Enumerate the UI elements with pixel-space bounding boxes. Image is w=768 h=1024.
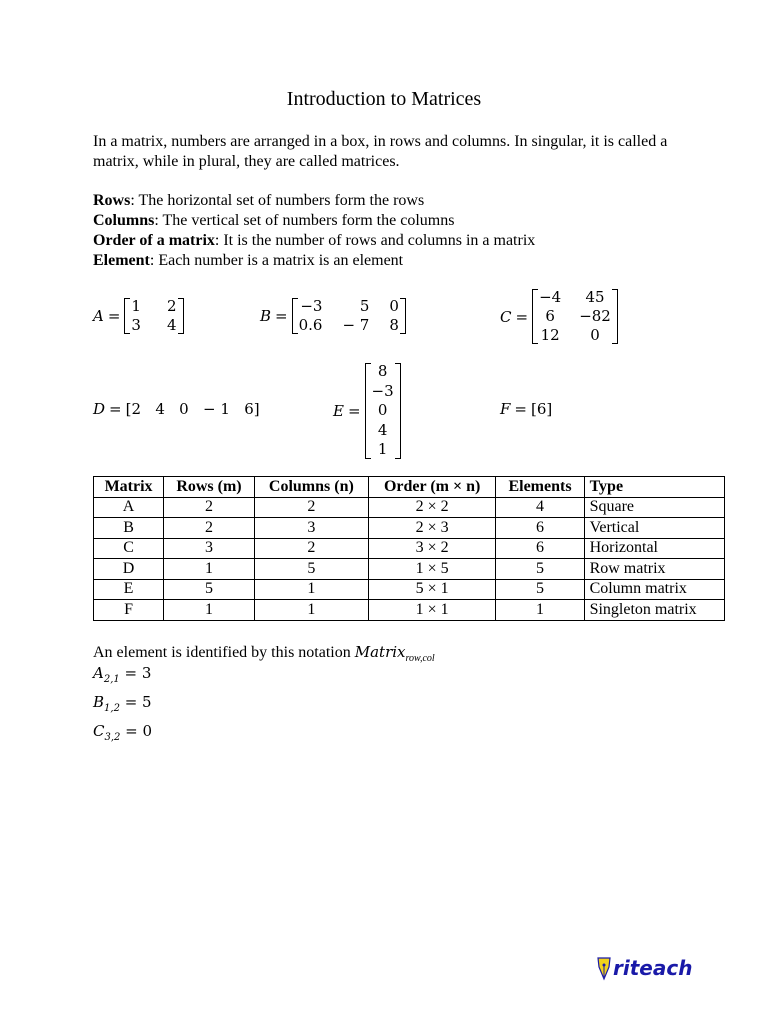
table-cell: 5 × 1	[368, 579, 496, 600]
table-cell: 6	[496, 538, 584, 559]
example-base: A	[93, 664, 104, 682]
matrix-cell: 2	[166, 297, 177, 315]
table-cell: E	[94, 579, 164, 600]
matrix-cell: 8	[389, 316, 399, 334]
matrix-b	[292, 297, 406, 335]
table-cell: Singleton matrix	[584, 600, 724, 621]
example-line	[93, 720, 152, 749]
table-cell: 3	[164, 538, 255, 559]
matrix-f-equation	[500, 400, 552, 418]
definition-text: : It is the number of rows and columns in a matrix	[214, 232, 536, 249]
definition-text: : The horizontal set of numbers form the rows	[130, 192, 425, 209]
table-cell: 1	[164, 559, 255, 580]
matrix-cell: 0	[389, 297, 399, 315]
table-cell: Vertical	[584, 518, 724, 539]
column-header: Type	[584, 477, 724, 498]
column-header: Order (m × n)	[368, 477, 496, 498]
matrix-label: D	[93, 400, 106, 418]
brand-logo	[596, 955, 692, 981]
equals-sign: =	[107, 307, 121, 325]
table-cell: 2	[254, 538, 368, 559]
table-cell: F	[94, 600, 164, 621]
table-row	[94, 497, 725, 518]
table-cell: B	[94, 518, 164, 539]
equals-sign: =	[514, 400, 527, 418]
table-cell: Column matrix	[584, 579, 724, 600]
table-cell: C	[94, 538, 164, 559]
table-cell: 4	[496, 497, 584, 518]
column-header: Columns (n)	[254, 477, 368, 498]
matrix-cell: 45	[585, 288, 605, 306]
table-cell: 2 × 2	[368, 497, 496, 518]
table-cell: 2 × 3	[368, 518, 496, 539]
equals-sign: =	[275, 307, 288, 325]
example-line	[93, 662, 152, 691]
matrix-a	[124, 297, 183, 335]
singleton-content: 6	[536, 400, 547, 418]
element-examples	[93, 662, 152, 749]
table-row	[94, 559, 725, 580]
table-row	[94, 538, 725, 559]
matrix-cell: 0.6	[298, 316, 323, 334]
table-cell: 6	[496, 518, 584, 539]
table-row	[94, 600, 725, 621]
matrix-cell: −3	[300, 297, 323, 315]
matrix-cell: −4	[539, 288, 562, 306]
table-cell: 5	[496, 559, 584, 580]
table-cell: 1	[496, 600, 584, 621]
definition-element	[93, 251, 713, 271]
example-subscript: 3,2	[104, 732, 121, 743]
table-cell: 1	[254, 579, 368, 600]
matrix-cell: 5	[359, 297, 370, 315]
table-cell: 1 × 1	[368, 600, 496, 621]
equals-sign: =	[109, 400, 122, 418]
matrix-cell: 4	[166, 316, 177, 334]
matrix-cell: 0	[377, 401, 388, 419]
column-header: Matrix	[94, 477, 164, 498]
bracket-close: ]	[546, 400, 553, 418]
page-title: Introduction to Matrices	[286, 88, 482, 110]
pen-nib-icon	[596, 955, 612, 981]
table-cell: 1 × 5	[368, 559, 496, 580]
definition-order	[93, 231, 713, 251]
matrix-d-equation	[93, 400, 260, 418]
table-cell: 1	[164, 600, 255, 621]
matrix-a-equation	[93, 297, 184, 335]
matrix-label: B	[260, 307, 272, 325]
definition-term: Columns	[93, 212, 155, 229]
table-cell: 1	[254, 600, 368, 621]
table-row	[94, 518, 725, 539]
table-cell: 2	[164, 518, 255, 539]
example-subscript: 1,2	[104, 703, 120, 714]
example-base: B	[93, 693, 105, 711]
matrix-cell: 4	[377, 420, 388, 439]
matrix-cell: 8	[377, 362, 388, 380]
matrix-label: E	[333, 401, 344, 420]
example-value: = 3	[124, 664, 152, 682]
matrix-e	[365, 362, 401, 460]
notation-text: An element is identified by this notation	[93, 644, 355, 661]
table-cell: Square	[584, 497, 724, 518]
matrix-cell: 0	[590, 326, 600, 344]
matrix-cell: 1	[131, 297, 141, 315]
matrix-label: A	[93, 307, 104, 325]
example-value: = 5	[124, 693, 152, 711]
table-header-row	[94, 477, 725, 498]
matrix-label: C	[500, 307, 512, 326]
matrix-b-equation	[260, 297, 406, 335]
table-row	[94, 579, 725, 600]
intro-paragraph: In a matrix, numbers are arranged in a box, in rows and columns. In singular, it is called a matrix, while in plural, they are called matrices.	[93, 133, 668, 170]
definitions-list	[93, 191, 713, 271]
notation-base: Matrix	[354, 643, 406, 661]
example-base: C	[93, 722, 105, 740]
table-cell: 3	[254, 518, 368, 539]
matrix-cell: −82	[579, 307, 611, 325]
example-line	[93, 691, 152, 720]
definition-rows	[93, 191, 713, 211]
brand-name: riteach	[613, 956, 693, 980]
matrix-cell: 3	[131, 316, 141, 334]
table-cell: 3 × 2	[368, 538, 496, 559]
table-cell: Row matrix	[584, 559, 724, 580]
matrix-label: F	[500, 400, 511, 418]
matrix-c	[532, 288, 618, 345]
table-cell: 2	[254, 497, 368, 518]
matrix-cell: 12	[540, 326, 560, 344]
column-header: Elements	[496, 477, 584, 498]
table-cell: 5	[496, 579, 584, 600]
notation-subscript: row,col	[405, 653, 435, 665]
table-cell: 5	[164, 579, 255, 600]
table-cell: Horizontal	[584, 538, 724, 559]
matrix-c-equation	[500, 288, 618, 345]
definition-text: : The vertical set of numbers form the columns	[154, 212, 455, 229]
definition-term: Order of a matrix	[93, 232, 215, 249]
column-header: Rows (m)	[164, 477, 255, 498]
matrix-cell: 1	[377, 440, 388, 458]
equals-sign: =	[347, 401, 361, 420]
table-cell: 2	[164, 497, 255, 518]
matrix-cell: − 7	[342, 316, 370, 334]
example-value: = 0	[125, 722, 153, 740]
row-matrix-content: 2 4 0 − 1 6	[131, 400, 254, 418]
definition-term: Element	[93, 252, 150, 269]
matrix-summary-table	[93, 476, 725, 621]
table-cell: A	[94, 497, 164, 518]
table-cell: 5	[254, 559, 368, 580]
table-cell: D	[94, 559, 164, 580]
bracket-close: ]	[253, 400, 260, 418]
equals-sign: =	[515, 307, 529, 326]
matrix-cell: −3	[371, 381, 394, 400]
definition-columns	[93, 211, 713, 231]
definition-term: Rows	[93, 192, 131, 209]
bracket-open: [	[125, 400, 132, 418]
definition-text: : Each number is a matrix is an element	[149, 252, 404, 269]
bracket-open: [	[531, 400, 537, 418]
matrix-cell: 6	[545, 307, 555, 325]
matrix-e-equation	[333, 362, 401, 460]
example-subscript: 2,1	[103, 674, 120, 685]
